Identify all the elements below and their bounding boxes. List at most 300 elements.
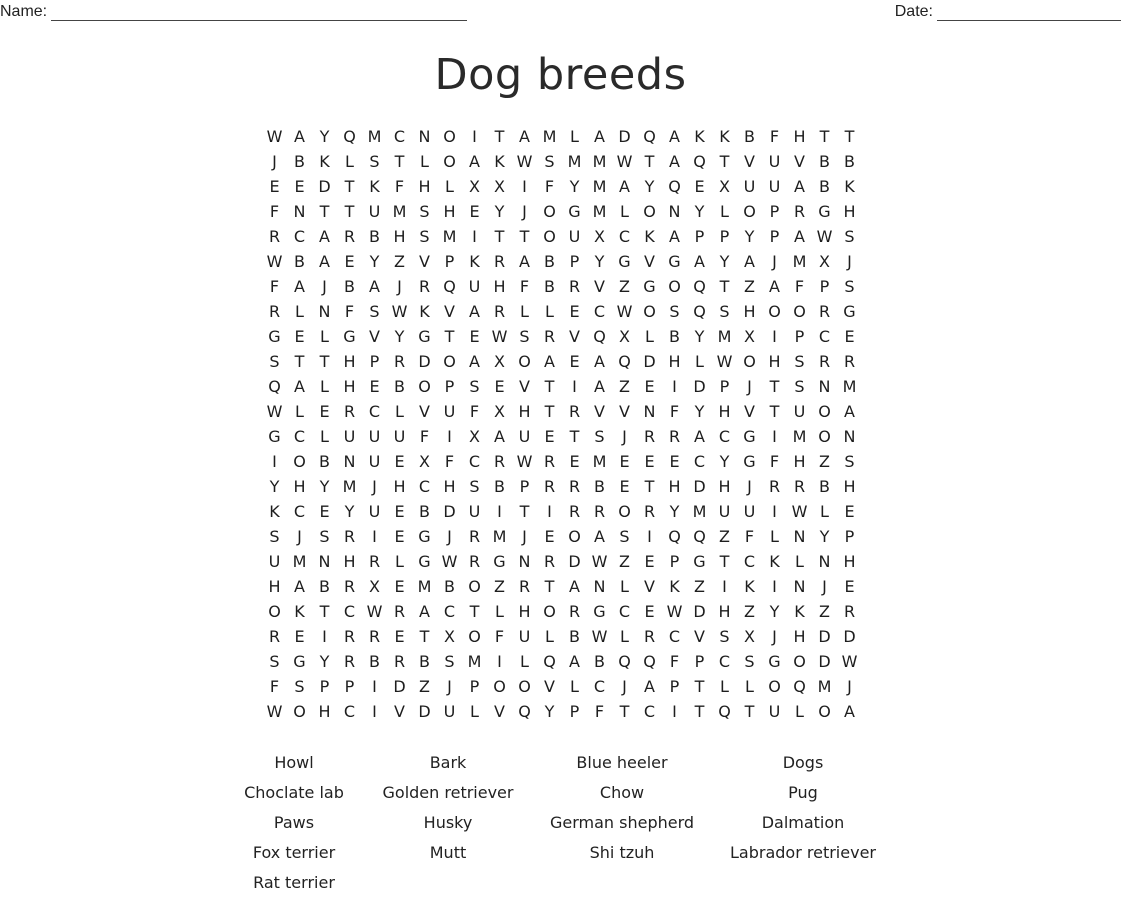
grid-letter[interactable]: R bbox=[268, 302, 281, 321]
grid-letter[interactable]: K bbox=[369, 177, 380, 196]
grid-letter[interactable]: E bbox=[644, 552, 655, 571]
grid-letter[interactable]: C bbox=[343, 702, 356, 721]
grid-letter[interactable]: C bbox=[293, 502, 306, 521]
grid-letter[interactable]: A bbox=[569, 577, 580, 596]
grid-letter[interactable]: V bbox=[419, 252, 430, 271]
grid-letter[interactable]: E bbox=[394, 527, 405, 546]
grid-letter[interactable]: A bbox=[544, 352, 555, 371]
grid-letter[interactable]: V bbox=[594, 402, 605, 421]
grid-letter[interactable]: L bbox=[795, 702, 804, 721]
grid-letter[interactable]: A bbox=[319, 227, 330, 246]
grid-letter[interactable]: T bbox=[544, 577, 555, 596]
grid-letter[interactable]: X bbox=[369, 577, 380, 596]
grid-letter[interactable]: R bbox=[568, 502, 581, 521]
grid-letter[interactable]: P bbox=[569, 702, 580, 721]
grid-letter[interactable]: P bbox=[369, 352, 380, 371]
grid-letter[interactable]: U bbox=[768, 177, 781, 196]
grid-letter[interactable]: A bbox=[619, 177, 630, 196]
grid-letter[interactable]: E bbox=[544, 527, 555, 546]
grid-letter[interactable]: P bbox=[444, 252, 455, 271]
grid-letter[interactable]: E bbox=[394, 627, 405, 646]
grid-letter[interactable]: A bbox=[669, 227, 680, 246]
grid-letter[interactable]: H bbox=[443, 202, 456, 221]
grid-letter[interactable]: R bbox=[368, 552, 381, 571]
grid-letter[interactable]: B bbox=[744, 127, 755, 146]
grid-letter[interactable]: N bbox=[518, 552, 531, 571]
grid-letter[interactable]: G bbox=[693, 552, 706, 571]
grid-letter[interactable]: U bbox=[468, 502, 481, 521]
grid-letter[interactable]: P bbox=[694, 652, 705, 671]
grid-letter[interactable]: Q bbox=[618, 652, 631, 671]
grid-letter[interactable]: L bbox=[695, 352, 704, 371]
grid-letter[interactable]: J bbox=[822, 577, 827, 596]
grid-letter[interactable]: E bbox=[844, 502, 855, 521]
grid-letter[interactable]: O bbox=[818, 427, 831, 446]
grid-letter[interactable]: B bbox=[819, 477, 830, 496]
grid-letter[interactable]: P bbox=[669, 677, 680, 696]
grid-letter[interactable]: F bbox=[769, 127, 780, 146]
grid-letter[interactable]: T bbox=[619, 702, 630, 721]
grid-letter[interactable]: X bbox=[594, 227, 605, 246]
grid-letter[interactable]: Z bbox=[819, 602, 830, 621]
grid-letter[interactable]: G bbox=[293, 652, 306, 671]
grid-letter[interactable]: T bbox=[344, 177, 355, 196]
grid-letter[interactable]: E bbox=[369, 377, 380, 396]
grid-letter[interactable]: L bbox=[745, 677, 754, 696]
grid-letter[interactable]: O bbox=[818, 702, 831, 721]
grid-letter[interactable]: W bbox=[791, 502, 808, 521]
grid-letter[interactable]: V bbox=[494, 702, 505, 721]
grid-letter[interactable]: T bbox=[769, 402, 780, 421]
grid-letter[interactable]: H bbox=[743, 302, 756, 321]
grid-letter[interactable]: M bbox=[567, 152, 582, 171]
grid-letter[interactable]: J bbox=[397, 277, 402, 296]
grid-letter[interactable]: A bbox=[569, 652, 580, 671]
grid-letter[interactable]: Y bbox=[394, 327, 405, 346]
grid-letter[interactable]: M bbox=[592, 152, 607, 171]
grid-letter[interactable]: J bbox=[372, 477, 377, 496]
grid-letter[interactable]: L bbox=[720, 677, 729, 696]
grid-letter[interactable]: R bbox=[343, 652, 356, 671]
grid-letter[interactable]: J bbox=[747, 477, 752, 496]
grid-letter[interactable]: M bbox=[492, 527, 507, 546]
grid-letter[interactable]: G bbox=[618, 252, 631, 271]
grid-letter[interactable]: D bbox=[643, 352, 656, 371]
grid-letter[interactable]: A bbox=[419, 602, 430, 621]
grid-letter[interactable]: J bbox=[522, 202, 527, 221]
grid-letter[interactable]: L bbox=[395, 552, 404, 571]
grid-letter[interactable]: Z bbox=[744, 277, 755, 296]
date-line[interactable] bbox=[937, 3, 1121, 21]
grid-letter[interactable]: J bbox=[847, 677, 852, 696]
grid-letter[interactable]: M bbox=[817, 677, 832, 696]
grid-letter[interactable]: C bbox=[368, 402, 381, 421]
grid-letter[interactable]: T bbox=[844, 127, 855, 146]
grid-letter[interactable]: U bbox=[368, 502, 381, 521]
grid-letter[interactable]: H bbox=[293, 477, 306, 496]
grid-letter[interactable]: J bbox=[622, 677, 627, 696]
grid-letter[interactable]: P bbox=[794, 327, 805, 346]
grid-letter[interactable]: F bbox=[344, 302, 355, 321]
grid-letter[interactable]: C bbox=[693, 452, 706, 471]
grid-letter[interactable]: E bbox=[469, 202, 480, 221]
grid-letter[interactable]: L bbox=[620, 202, 629, 221]
grid-letter[interactable]: N bbox=[793, 577, 806, 596]
grid-letter[interactable]: U bbox=[443, 402, 456, 421]
grid-letter[interactable]: P bbox=[769, 227, 780, 246]
grid-letter[interactable]: V bbox=[544, 677, 555, 696]
grid-letter[interactable]: A bbox=[294, 127, 305, 146]
grid-letter[interactable]: I bbox=[572, 377, 577, 396]
grid-letter[interactable]: R bbox=[543, 452, 556, 471]
grid-letter[interactable]: A bbox=[744, 252, 755, 271]
grid-letter[interactable]: O bbox=[443, 352, 456, 371]
grid-letter[interactable]: R bbox=[643, 427, 656, 446]
grid-letter[interactable]: A bbox=[519, 252, 530, 271]
grid-letter[interactable]: V bbox=[369, 327, 380, 346]
grid-letter[interactable]: H bbox=[843, 202, 856, 221]
grid-letter[interactable]: R bbox=[543, 477, 556, 496]
grid-letter[interactable]: Z bbox=[719, 527, 730, 546]
grid-letter[interactable]: N bbox=[818, 377, 831, 396]
grid-letter[interactable]: B bbox=[819, 177, 830, 196]
grid-letter[interactable]: H bbox=[793, 627, 806, 646]
grid-letter[interactable]: O bbox=[443, 152, 456, 171]
grid-letter[interactable]: C bbox=[293, 427, 306, 446]
grid-letter[interactable]: O bbox=[668, 277, 681, 296]
grid-letter[interactable]: J bbox=[622, 427, 627, 446]
grid-letter[interactable]: F bbox=[444, 452, 455, 471]
grid-letter[interactable]: S bbox=[369, 152, 380, 171]
grid-letter[interactable]: U bbox=[518, 627, 531, 646]
grid-letter[interactable]: I bbox=[372, 677, 377, 696]
grid-letter[interactable]: W bbox=[441, 552, 458, 571]
grid-letter[interactable]: B bbox=[319, 577, 330, 596]
grid-letter[interactable]: R bbox=[643, 502, 656, 521]
grid-letter[interactable]: X bbox=[744, 627, 755, 646]
grid-letter[interactable]: A bbox=[519, 127, 530, 146]
grid-letter[interactable]: N bbox=[593, 577, 606, 596]
grid-letter[interactable]: S bbox=[544, 152, 555, 171]
grid-letter[interactable]: U bbox=[568, 227, 581, 246]
grid-letter[interactable]: S bbox=[619, 527, 630, 546]
grid-letter[interactable]: D bbox=[693, 377, 706, 396]
grid-letter[interactable]: O bbox=[543, 227, 556, 246]
grid-letter[interactable]: B bbox=[569, 627, 580, 646]
grid-letter[interactable]: Q bbox=[343, 127, 356, 146]
grid-letter[interactable]: V bbox=[444, 302, 455, 321]
grid-letter[interactable]: N bbox=[343, 452, 356, 471]
grid-letter[interactable]: M bbox=[592, 452, 607, 471]
grid-letter[interactable]: E bbox=[394, 577, 405, 596]
grid-letter[interactable]: A bbox=[794, 227, 805, 246]
grid-letter[interactable]: Q bbox=[643, 652, 656, 671]
grid-letter[interactable]: Z bbox=[819, 452, 830, 471]
grid-letter[interactable]: P bbox=[469, 677, 480, 696]
grid-letter[interactable]: H bbox=[268, 577, 281, 596]
grid-letter[interactable]: W bbox=[516, 152, 533, 171]
grid-letter[interactable]: V bbox=[619, 402, 630, 421]
grid-letter[interactable]: I bbox=[472, 227, 477, 246]
grid-letter[interactable]: U bbox=[468, 277, 481, 296]
grid-letter[interactable]: N bbox=[293, 202, 306, 221]
grid-letter[interactable]: R bbox=[343, 527, 356, 546]
grid-letter[interactable]: U bbox=[443, 702, 456, 721]
grid-letter[interactable]: E bbox=[569, 302, 580, 321]
grid-letter[interactable]: S bbox=[444, 652, 455, 671]
grid-letter[interactable]: R bbox=[543, 552, 556, 571]
grid-letter[interactable]: H bbox=[443, 477, 456, 496]
grid-letter[interactable]: T bbox=[644, 152, 655, 171]
grid-letter[interactable]: F bbox=[419, 427, 430, 446]
grid-letter[interactable]: D bbox=[443, 502, 456, 521]
grid-letter[interactable]: R bbox=[268, 227, 281, 246]
grid-letter[interactable]: S bbox=[594, 427, 605, 446]
grid-letter[interactable]: G bbox=[743, 452, 756, 471]
grid-letter[interactable]: H bbox=[843, 477, 856, 496]
grid-letter[interactable]: D bbox=[818, 652, 831, 671]
grid-letter[interactable]: V bbox=[419, 402, 430, 421]
grid-letter[interactable]: M bbox=[292, 552, 307, 571]
grid-letter[interactable]: B bbox=[669, 327, 680, 346]
grid-letter[interactable]: F bbox=[269, 202, 280, 221]
grid-letter[interactable]: T bbox=[719, 552, 730, 571]
grid-letter[interactable]: H bbox=[318, 702, 331, 721]
grid-letter[interactable]: L bbox=[795, 552, 804, 571]
grid-letter[interactable]: J bbox=[447, 677, 452, 696]
grid-letter[interactable]: L bbox=[545, 627, 554, 646]
grid-letter[interactable]: E bbox=[469, 327, 480, 346]
grid-letter[interactable]: E bbox=[669, 452, 680, 471]
grid-letter[interactable]: O bbox=[643, 302, 656, 321]
grid-letter[interactable]: E bbox=[544, 427, 555, 446]
grid-letter[interactable]: O bbox=[793, 302, 806, 321]
grid-letter[interactable]: Q bbox=[693, 277, 706, 296]
grid-letter[interactable]: S bbox=[844, 452, 855, 471]
grid-letter[interactable]: T bbox=[819, 127, 830, 146]
grid-letter[interactable]: W bbox=[516, 452, 533, 471]
grid-letter[interactable]: H bbox=[493, 277, 506, 296]
grid-letter[interactable]: R bbox=[518, 577, 531, 596]
grid-letter[interactable]: O bbox=[743, 352, 756, 371]
grid-letter[interactable]: V bbox=[569, 327, 580, 346]
grid-letter[interactable]: Y bbox=[644, 177, 655, 196]
grid-letter[interactable]: Y bbox=[744, 227, 755, 246]
grid-letter[interactable]: I bbox=[772, 502, 777, 521]
grid-letter[interactable]: B bbox=[594, 652, 605, 671]
grid-letter[interactable]: K bbox=[769, 552, 780, 571]
grid-letter[interactable]: W bbox=[616, 152, 633, 171]
grid-letter[interactable]: H bbox=[668, 352, 681, 371]
grid-letter[interactable]: J bbox=[272, 152, 277, 171]
grid-letter[interactable]: B bbox=[819, 152, 830, 171]
grid-letter[interactable]: S bbox=[369, 302, 380, 321]
grid-letter[interactable]: X bbox=[419, 452, 430, 471]
grid-letter[interactable]: S bbox=[269, 527, 280, 546]
grid-letter[interactable]: O bbox=[468, 627, 481, 646]
grid-letter[interactable]: L bbox=[295, 302, 304, 321]
grid-letter[interactable]: B bbox=[369, 652, 380, 671]
grid-letter[interactable]: R bbox=[468, 552, 481, 571]
grid-letter[interactable]: W bbox=[266, 252, 283, 271]
grid-letter[interactable]: N bbox=[643, 402, 656, 421]
grid-letter[interactable]: A bbox=[319, 252, 330, 271]
grid-letter[interactable]: R bbox=[643, 627, 656, 646]
grid-letter[interactable]: C bbox=[743, 552, 756, 571]
grid-letter[interactable]: R bbox=[568, 402, 581, 421]
grid-letter[interactable]: F bbox=[394, 177, 405, 196]
grid-letter[interactable]: G bbox=[493, 552, 506, 571]
grid-letter[interactable]: O bbox=[643, 202, 656, 221]
grid-letter[interactable]: R bbox=[343, 577, 356, 596]
grid-letter[interactable]: F bbox=[469, 402, 480, 421]
grid-letter[interactable]: N bbox=[843, 427, 856, 446]
grid-letter[interactable]: H bbox=[793, 452, 806, 471]
grid-letter[interactable]: H bbox=[518, 402, 531, 421]
grid-letter[interactable]: L bbox=[320, 327, 329, 346]
grid-letter[interactable]: H bbox=[843, 552, 856, 571]
grid-letter[interactable]: M bbox=[342, 477, 357, 496]
grid-letter[interactable]: F bbox=[269, 277, 280, 296]
grid-letter[interactable]: L bbox=[395, 402, 404, 421]
grid-letter[interactable]: N bbox=[318, 552, 331, 571]
grid-letter[interactable]: F bbox=[744, 527, 755, 546]
grid-letter[interactable]: E bbox=[394, 452, 405, 471]
grid-letter[interactable]: I bbox=[472, 127, 477, 146]
grid-letter[interactable]: C bbox=[643, 702, 656, 721]
grid-letter[interactable]: S bbox=[419, 202, 430, 221]
grid-letter[interactable]: K bbox=[669, 577, 680, 596]
grid-letter[interactable]: A bbox=[469, 302, 480, 321]
grid-letter[interactable]: C bbox=[618, 227, 631, 246]
grid-letter[interactable]: J bbox=[322, 277, 327, 296]
grid-letter[interactable]: Y bbox=[319, 652, 330, 671]
grid-letter[interactable]: P bbox=[844, 527, 855, 546]
grid-letter[interactable]: A bbox=[694, 252, 705, 271]
grid-letter[interactable]: Y bbox=[719, 452, 730, 471]
grid-letter[interactable]: G bbox=[768, 652, 781, 671]
grid-letter[interactable]: I bbox=[522, 177, 527, 196]
grid-letter[interactable]: S bbox=[319, 527, 330, 546]
grid-letter[interactable]: B bbox=[394, 377, 405, 396]
grid-letter[interactable]: S bbox=[294, 677, 305, 696]
grid-letter[interactable]: R bbox=[393, 652, 406, 671]
grid-letter[interactable]: R bbox=[343, 227, 356, 246]
grid-letter[interactable]: X bbox=[619, 327, 630, 346]
grid-letter[interactable]: R bbox=[343, 627, 356, 646]
grid-letter[interactable]: Y bbox=[369, 252, 380, 271]
grid-letter[interactable]: K bbox=[719, 127, 730, 146]
grid-letter[interactable]: L bbox=[345, 152, 354, 171]
grid-letter[interactable]: P bbox=[694, 227, 705, 246]
grid-letter[interactable]: R bbox=[818, 352, 831, 371]
grid-letter[interactable]: I bbox=[372, 702, 377, 721]
grid-letter[interactable]: A bbox=[294, 377, 305, 396]
grid-letter[interactable]: J bbox=[447, 527, 452, 546]
grid-letter[interactable]: Y bbox=[669, 502, 680, 521]
grid-letter[interactable]: S bbox=[269, 652, 280, 671]
grid-letter[interactable]: B bbox=[419, 502, 430, 521]
grid-letter[interactable]: A bbox=[669, 152, 680, 171]
grid-letter[interactable]: K bbox=[419, 302, 430, 321]
grid-letter[interactable]: M bbox=[792, 252, 807, 271]
grid-letter[interactable]: A bbox=[469, 352, 480, 371]
grid-letter[interactable]: J bbox=[772, 627, 777, 646]
grid-letter[interactable]: T bbox=[569, 427, 580, 446]
grid-letter[interactable]: F bbox=[669, 402, 680, 421]
grid-letter[interactable]: V bbox=[744, 402, 755, 421]
grid-letter[interactable]: C bbox=[393, 127, 406, 146]
grid-letter[interactable]: W bbox=[491, 327, 508, 346]
grid-letter[interactable]: G bbox=[418, 552, 431, 571]
grid-letter[interactable]: E bbox=[394, 502, 405, 521]
grid-letter[interactable]: L bbox=[570, 677, 579, 696]
grid-letter[interactable]: O bbox=[543, 602, 556, 621]
grid-letter[interactable]: R bbox=[568, 477, 581, 496]
grid-letter[interactable]: W bbox=[616, 302, 633, 321]
grid-letter[interactable]: I bbox=[497, 652, 502, 671]
grid-letter[interactable]: E bbox=[644, 377, 655, 396]
grid-letter[interactable]: G bbox=[343, 327, 356, 346]
grid-letter[interactable]: L bbox=[495, 602, 504, 621]
grid-letter[interactable]: V bbox=[519, 377, 530, 396]
grid-letter[interactable]: R bbox=[593, 502, 606, 521]
grid-letter[interactable]: W bbox=[266, 402, 283, 421]
grid-letter[interactable]: J bbox=[847, 252, 852, 271]
grid-letter[interactable]: T bbox=[344, 202, 355, 221]
grid-letter[interactable]: L bbox=[645, 327, 654, 346]
grid-letter[interactable]: P bbox=[819, 277, 830, 296]
grid-letter[interactable]: L bbox=[570, 127, 579, 146]
grid-letter[interactable]: R bbox=[843, 352, 856, 371]
grid-letter[interactable]: R bbox=[668, 427, 681, 446]
grid-letter[interactable]: A bbox=[594, 377, 605, 396]
grid-letter[interactable]: G bbox=[268, 327, 281, 346]
grid-letter[interactable]: C bbox=[293, 227, 306, 246]
grid-letter[interactable]: M bbox=[417, 577, 432, 596]
grid-letter[interactable]: E bbox=[844, 327, 855, 346]
grid-letter[interactable]: W bbox=[841, 652, 858, 671]
grid-letter[interactable]: F bbox=[494, 627, 505, 646]
grid-letter[interactable]: I bbox=[772, 327, 777, 346]
grid-letter[interactable]: Y bbox=[769, 602, 780, 621]
grid-letter[interactable]: E bbox=[569, 452, 580, 471]
grid-letter[interactable]: P bbox=[519, 477, 530, 496]
grid-letter[interactable]: Y bbox=[269, 477, 280, 496]
grid-letter[interactable]: D bbox=[843, 627, 856, 646]
grid-letter[interactable]: G bbox=[268, 427, 281, 446]
grid-letter[interactable]: T bbox=[319, 202, 330, 221]
grid-letter[interactable]: R bbox=[493, 252, 506, 271]
grid-letter[interactable]: T bbox=[494, 227, 505, 246]
grid-letter[interactable]: S bbox=[719, 627, 730, 646]
grid-letter[interactable]: Z bbox=[419, 677, 430, 696]
grid-letter[interactable]: U bbox=[268, 552, 281, 571]
grid-letter[interactable]: E bbox=[619, 477, 630, 496]
grid-letter[interactable]: D bbox=[393, 677, 406, 696]
grid-letter[interactable]: A bbox=[694, 427, 705, 446]
grid-letter[interactable]: O bbox=[293, 452, 306, 471]
grid-letter[interactable]: R bbox=[268, 627, 281, 646]
grid-letter[interactable]: W bbox=[266, 702, 283, 721]
grid-letter[interactable]: B bbox=[369, 227, 380, 246]
grid-letter[interactable]: D bbox=[693, 477, 706, 496]
grid-letter[interactable]: C bbox=[618, 602, 631, 621]
grid-letter[interactable]: D bbox=[693, 602, 706, 621]
grid-letter[interactable]: O bbox=[293, 702, 306, 721]
grid-letter[interactable]: L bbox=[445, 177, 454, 196]
grid-letter[interactable]: S bbox=[844, 277, 855, 296]
